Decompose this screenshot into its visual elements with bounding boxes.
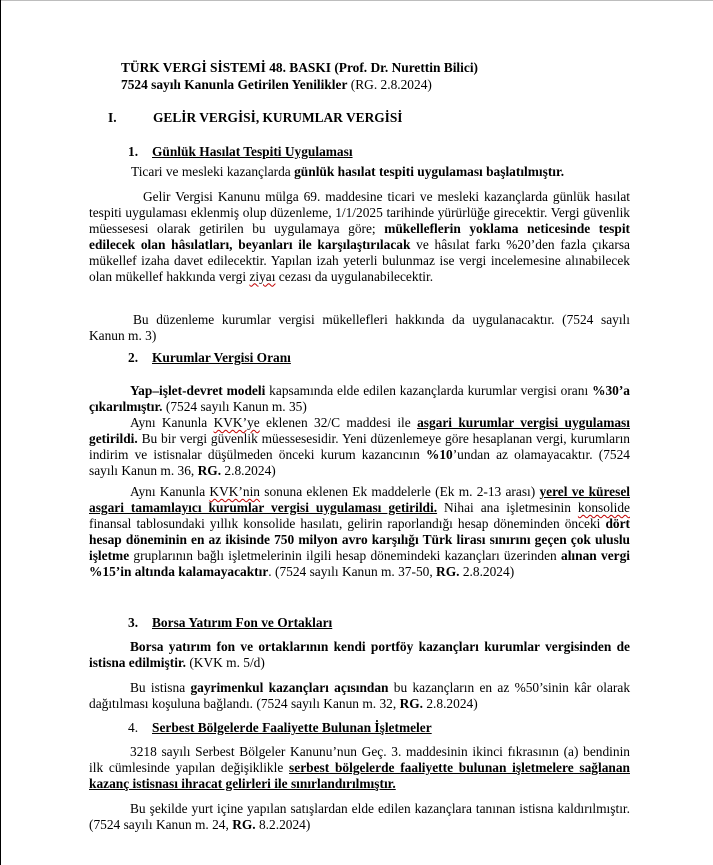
s3-p2-rg: RG. [399,695,423,711]
s2-p2-date: 2.8.2024) [221,462,276,478]
s2-p3-text-4: finansal tablosundaki yıllık konsolide hasılatı, gelirin raporlandığı hesap döneminden önceki [89,515,606,531]
subtitle-date: (RG. 2.8.2024) [347,77,432,92]
s2-p3-bold: dört hesap döneminin en az ikisinde 750 milyon avro karşılığı Türk lirası sınırını geçen çok uluslu işletme [89,515,630,563]
s2-p3-spellcheck: KVK’nin [209,484,260,499]
section-1-lead-bold: günlük hasılat tespiti uygulaması başlatılmıştır. [294,164,565,179]
s2-p1-text-2: (7524 sayılı Kanun m. 35) [162,398,307,414]
s2-p3-text-3: Nihai ana işletmesinin [437,499,578,515]
s1-p1-text-2: ve hâsılat farkı %20’den fazla çıkarsa mükellef izaha davet edilecektir. Yapılan izah yeterli bulunmaz ise vergi incelemesine alınabilecek olan mükellef hakkında vergi [89,236,630,284]
section-1-lead [131,164,564,180]
s2-p2-rg: RG. [197,462,222,478]
section-1-heading [128,144,353,160]
s4-p2-text: Bu şekilde yurt içine yapılan satışlardan elde edilen kazançlara tanınan istisna kaldırılmıştır. (7524 sayılı Kanun m. 24, [89,801,630,832]
s1-p1-bold: mükelleflerin yoklama neticesinde tespit edilecek olan hâsılatları, beyanları ile karşılaştırılacak [89,220,630,252]
s2-p2-text: Aynı Kanunla [130,415,214,430]
s1-p1-text-3: cezası da uygulanabilecektir. [275,268,434,284]
section-1-paragraph-2: Bu düzenleme kurumlar vergisi mükellefleri hakkında da uygulanacaktır. (7524 sayılı Kanun m. 3) [89,312,630,343]
section-4-heading [128,720,432,736]
section-4-title: Serbest Bölgelerde Faaliyette Bulunan İşletmeler [152,720,432,735]
part-title: GELİR VERGİSİ, KURUMLAR VERGİSİ [153,110,403,125]
s1-p1-text: Gelir Vergisi Kanunu mülga 69. maddesine ticari ve mesleki kazançlarda günlük hasılat tespiti uygulaması eklenmiş olup düzenleme, 1/1/2025 tarihinde yürürlüğe girecektir. Vergi güvenlik müessesesi olarak getirilen bu uygulamaya göre; [89,189,630,236]
page-top-border [0,0,713,1]
document-title: TÜRK VERGİ SİSTEMİ 48. BASKI (Prof. Dr. Nurettin Bilici) [121,60,478,75]
s2-p2-text-4: ’undan az olamayacaktır. (7524 sayılı Kanun m. 36, [89,446,630,478]
part-numeral: I. [108,110,117,125]
s3-p2-date: 2.8.2024) [423,695,478,711]
s2-p2-text-3: Bu bir vergi güvenlik müessesesidir. Yeni düzenlemeye göre hesaplanan vergi, kurumların indirim ve istisnalar düşülmeden önceki kurum kazancının [89,430,630,462]
s2-p2-bold: getirildi. [89,430,138,446]
s2-p3-date: 2.8.2024) [459,563,515,579]
section-2-paragraph-2 [89,415,630,479]
s2-p3-bold-underline: yerel ve küresel asgari tamamlayıcı kurumlar vergisi uygulaması getirildi. [89,484,630,515]
s2-p3-text-6: . (7524 sayılı Kanun m. 37-50, [268,563,437,579]
section-1-number: 1. [128,144,139,159]
s3-p2-text: Bu istisna [130,680,191,695]
section-1-lead-text: Ticari ve mesleki kazançlarda [131,164,295,179]
section-2-number: 2. [128,350,139,365]
s2-p1-bold: Yap–işlet-devret modeli [130,383,266,398]
section-3-title: Borsa Yatırım Fon ve Ortakları [152,615,333,630]
section-3-paragraph-1 [89,639,630,671]
s3-p2-text-2: bu kazançların en az %50’sinin kâr olarak dağıtılması koşuluna bağlandı. (7524 sayılı Kanun m. 32, [89,680,631,711]
s2-p3-bold-2: alınan vergi %15’in altında kalamayacaktır [89,547,630,579]
section-4-number: 4. [128,720,139,735]
page-left-border [0,0,1,865]
section-3-number: 3. [128,615,139,630]
s2-p3-text-2: sonuna eklenen Ek maddelerle (Ek m. 2-13 arası) [260,484,540,499]
section-1-paragraph-1 [89,189,630,284]
s2-p1-text: kapsamında elde edilen kazançlarda kurumlar vergisi oranı [265,383,593,398]
s2-p2-bold-underline: asgari kurumlar vergisi uygulaması [417,415,630,430]
section-4-paragraph-1 [89,744,630,792]
s2-p3-text-5: gruplarının bağlı işletmelerinin ilgili hesap dönemindeki kazançları üzerinden [129,547,561,563]
s3-p1-bold: Borsa yatırım fon ve ortaklarının kendi portföy kazançları kurumlar vergisinden de istisna edilmiştir. [89,639,630,670]
s2-p1-bold-2: %30’a çıkarılmıştır. [89,383,630,414]
section-4-paragraph-2 [89,801,630,833]
s2-p2-percent: %10 [425,446,453,462]
s4-p2-date: 8.2.2024) [255,816,311,832]
section-2-title: Kurumlar Vergisi Oranı [152,350,291,365]
s3-p1-text: (KVK m. 5/d) [185,654,265,670]
section-2-paragraph-3 [89,484,630,579]
s3-p2-bold: gayrimenkul kazançları açısından [190,680,389,695]
section-3-paragraph-2 [89,680,630,712]
s4-p2-rg: RG. [232,816,256,832]
s1-p1-spellcheck: ziyaı [249,268,276,284]
s2-p2-spellcheck: KVK’ye [213,415,260,430]
s2-p3-rg: RG. [436,563,460,579]
section-2-heading [128,350,291,366]
s4-p1-bold-underline: serbest bölgelerde faaliyette bulunan işletmelere sağlanan kazanç istisnası ihracat gelirleri ile sınırlandırılmıştır. [89,759,630,791]
s2-p2-text-2: eklenen 32/C maddesi ile [259,415,418,430]
s2-p3-text: Aynı Kanunla [130,484,210,499]
section-2-paragraph-1 [89,383,630,415]
s4-p1-text: 3218 sayılı Serbest Bölgeler Kanunu’nun Geç. 3. maddesinin ikinci fıkrasının (a) bendinin ilk cümlesinde yapılan değişiklikle [89,744,630,775]
section-1-title: Günlük Hasılat Tespiti Uygulaması [152,144,353,159]
section-3-heading [128,615,332,631]
document-subtitle [121,77,432,93]
s2-p3-spellcheck-2: konsolide [577,499,630,515]
subtitle-law: 7524 sayılı Kanunla Getirilen Yenilikler [121,77,348,92]
